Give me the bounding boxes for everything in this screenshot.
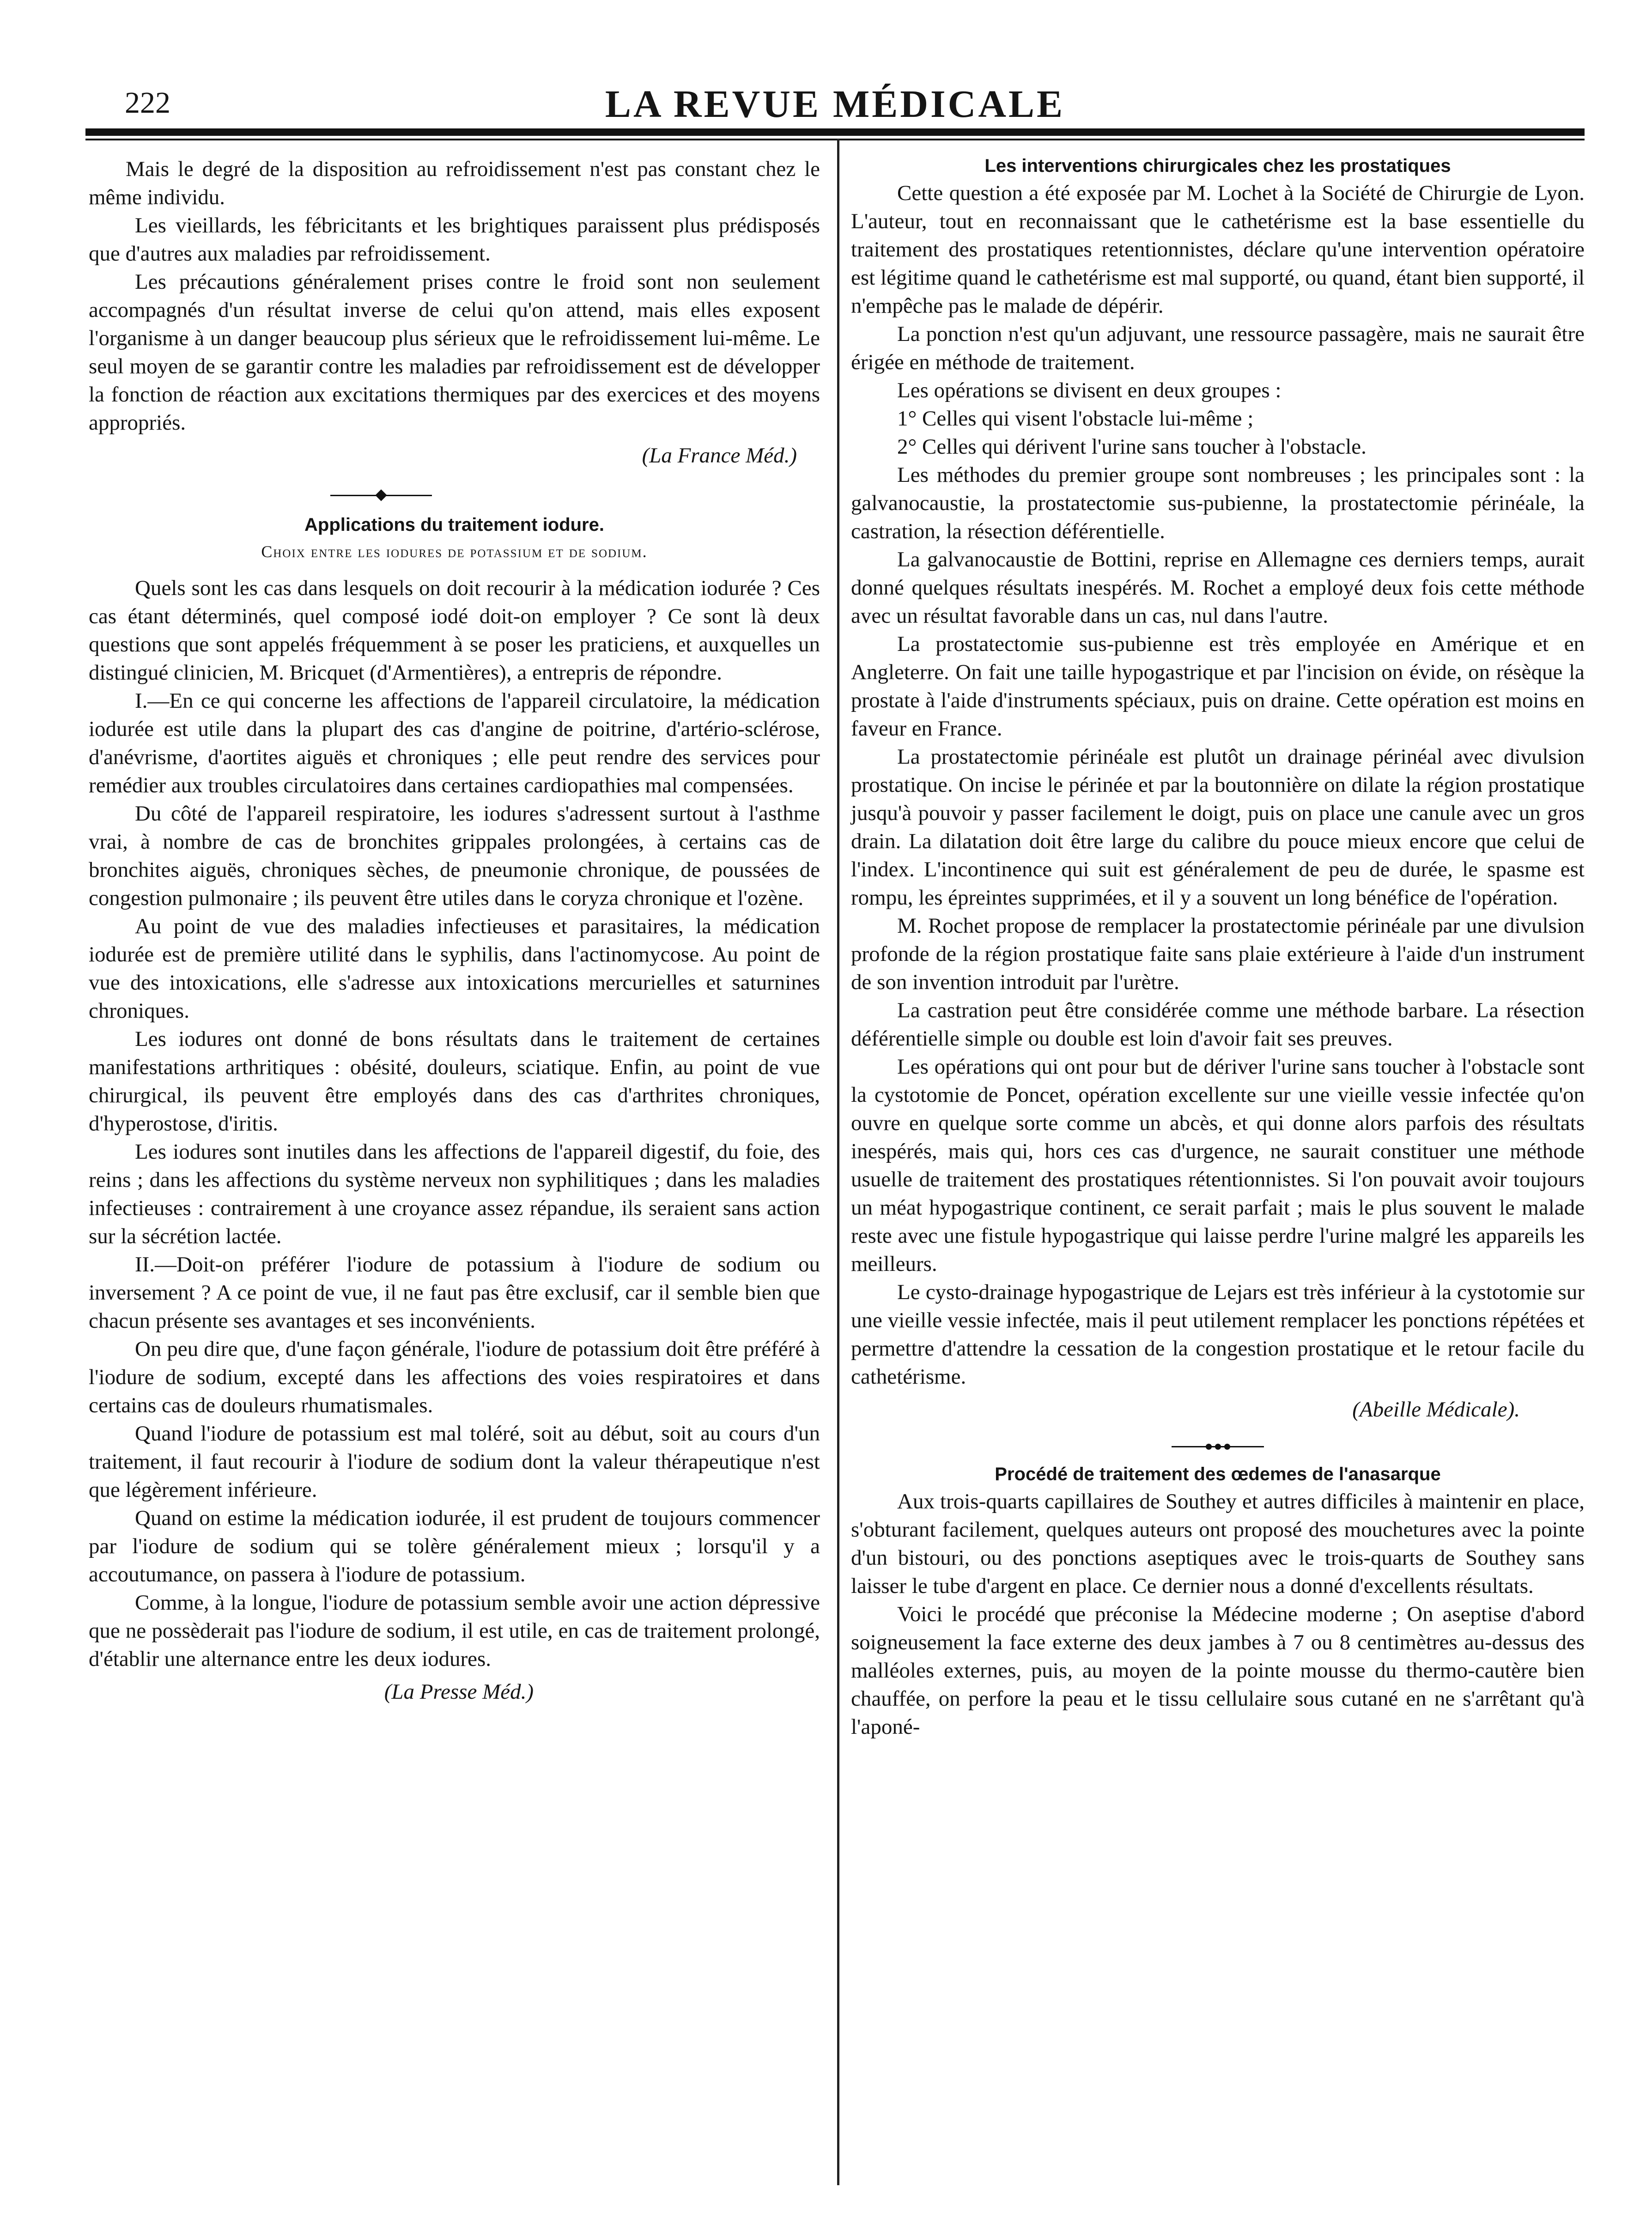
right-column — [851, 155, 1585, 1741]
paragraph: Voici le procédé que préconise la Médecine moderne ; On aseptise d'abord soigneusement la face externe des deux jambes à 7 ou 8 centimètres au-dessus des malléoles externes, puis, au moyen de la pointe mousse du thermo-cautère bien chauffée, on perfore la peau et le tissu cellulaire sous cutané en ne s'arrêtant qu'à l'aponé- — [851, 1602, 1585, 1739]
article-title: Procédé de traitement des œdemes de l'anasarque — [995, 1464, 1441, 1484]
section-divider — [89, 479, 820, 511]
paragraph: Les vieillards, les fébricitants et les brightiques paraissent plus prédisposés que d'autres aux maladies par refroidissement. — [89, 213, 820, 266]
paragraph: La prostatectomie périnéale est plutôt un drainage périnéal avec divulsion prostatique. On incise le périnée et par la boutonnière on dilate la région prostatique jusqu'à pouvoir y passer facilement le doigt, puis on place une canule avec un gros drain. La dilatation doit être large du calibre du pouce mieux encore que celui de l'index. L'incontinence qui suit est généralement de peu de durée, le spasme est rompu, les épreintes supprimées, et il y a souvent un long bénéfice de l'opération. — [851, 745, 1585, 910]
paragraph: La castration peut être considérée comme une méthode barbare. La résection déférentielle simple ou double est loin d'avoir fait ses preuves. — [851, 998, 1585, 1051]
journal-title: LA REVUE MÉDICALE — [605, 83, 1065, 126]
divider-dot — [1206, 1444, 1212, 1450]
paragraph: La prostatectomie sus-pubienne est très employée en Amérique et en Angleterre. On fait une taille hypogastrique et par l'incision on évide, on résèque la prostate à l'aide d'instruments spéciaux, puis on draine. Cette opération est moins en faveur en France. — [851, 632, 1585, 741]
left-column — [89, 155, 820, 1715]
section-divider — [851, 1433, 1585, 1461]
header-rule-thick — [85, 128, 1585, 136]
source-citation: (Abeille Médicale). — [1352, 1398, 1520, 1422]
paragraph: Comme, à la longue, l'iodure de potassium semble avoir une action dépressive que ne possèderait pas l'iodure de sodium, il est utile, en cas de traitement prolongé, d'établir une alternance entre les deux iodures. — [89, 1591, 820, 1671]
paragraph: Au point de vue des maladies infectieuses et parasitaires, la médication iodurée est de première utilité dans le syphilis, dans l'actinomycose. Au point de vue des intoxications, elle s'adresse aux intoxications mercurielles et saturnines chroniques. — [89, 914, 820, 1023]
paragraph: Les méthodes du premier groupe sont nombreuses ; les principales sont : la galvanocaustie, la prostatectomie sus-pubienne, la prostatectomie périnéale, la castration, la résection déférentielle. — [851, 463, 1585, 543]
article-title: Les interventions chirurgicales chez les prostatiques — [984, 156, 1451, 176]
divider-ornament — [375, 489, 387, 501]
paragraph: Le cysto-drainage hypogastrique de Lejars est très inférieur à la cystotomie sur une vieille vessie infectée, mais il peut utilement remplacer les ponctions répétées et permettre d'attendre la cessation de la congestion prostatique et le retour facile du cathetérisme. — [851, 1280, 1585, 1389]
divider-dot — [1224, 1444, 1230, 1450]
paragraph: Aux trois-quarts capillaires de Southey et autres difficiles à maintenir en place, s'obturant facilement, quelques auteurs ont proposé des mouchetures avec la pointe d'un bistouri, ou des ponctions aseptiques avec le trois-quarts de Southey sans laisser le tube d'argent en place. Ce dernier nous a donné d'excellents résultats. — [851, 1489, 1585, 1598]
paragraph: On peu dire que, d'une façon générale, l'iodure de potassium doit être préféré à l'iodure de sodium, excepté dans les affections des voies respiratoires et dans certains cas de douleurs rhumatismales. — [89, 1337, 820, 1417]
paragraph: Quels sont les cas dans lesquels on doit recourir à la médication iodurée ? Ces cas étant déterminés, quel composé iodé doit-on employer ? Ce sont là deux questions que sont appelés fréquemment à se poser les praticiens, et auxquelles un distingué clinicien, M. Bricquet (d'Armentières), a entrepris de répondre. — [89, 576, 820, 685]
article-subtitle: Choix entre les iodures de potassium et de sodium. — [261, 542, 648, 561]
paragraph: Quand on estime la médication iodurée, il est prudent de toujours commencer par l'iodure de sodium qui se tolère généralement mieux ; lorsqu'il y a accoutumance, on passera à l'iodure de potassium. — [89, 1506, 820, 1586]
paragraph: Du côté de l'appareil respiratoire, les iodures s'adressent surtout à l'asthme vrai, à nombre de cas de bronchites grippales prolongées, à certains cas de bronchites aiguës, chroniques sèches, de pneumonie chronique, de poussées de congestion pulmonaire ; ils peuvent être utiles dans le coryza chronique et l'ozène. — [89, 802, 820, 910]
source-citation: (La Presse Méd.) — [384, 1680, 534, 1704]
paragraph: Mais le degré de la disposition au refroidissement n'est pas constant chez le même individu. — [89, 157, 820, 209]
paragraph: M. Rochet propose de remplacer la prostatectomie périnéale par une divulsion profonde de la région prostatique faite sans plaie extérieure à l'aide d'un instrument de son invention introduit par l'urètre. — [851, 914, 1585, 994]
list-item: 2° Celles qui dérivent l'urine sans toucher à l'obstacle. — [897, 435, 1367, 459]
paragraph: Les iodures ont donné de bons résultats dans le traitement de certaines manifestations arthritiques : obésité, douleurs, sciatique. Enfin, au point de vue chirurgical, ils peuvent être employés dans des cas d'arthrites chroniques, d'hyperostose, d'iritis. — [89, 1027, 820, 1136]
paragraph: Les opérations se divisent en deux groupes : — [897, 378, 1282, 402]
article-title: Applications du traitement iodure. — [304, 515, 604, 535]
page-number: 222 — [125, 86, 170, 120]
page-header — [85, 76, 1585, 132]
paragraph: Les iodures sont inutiles dans les affections de l'appareil digestif, du foie, des reins ; dans les affections du système nerveux non syphilitiques ; dans les maladies infectieuses : contrairement à une croyance assez répandue, ils seraient sans action sur la sécrétion lactée. — [89, 1140, 820, 1248]
paragraph: La ponction n'est qu'un adjuvant, une ressource passagère, mais ne saurait être érigée en méthode de traitement. — [851, 322, 1585, 374]
paragraph: Les précautions généralement prises contre le froid sont non seulement accompagnés d'un résultat inverse de celui qu'on attend, mais elles exposent l'organisme à un danger beaucoup plus sérieux que le refroidissement lui-même. Le seul moyen de se garantir contre les maladies par refroidissement est de développer la fonction de réaction aux excitations thermiques par des exercices et des moyens appropriés. — [89, 270, 820, 435]
source-citation: (La France Méd.) — [642, 444, 797, 468]
paragraph: II.—Doit-on préférer l'iodure de potassium à l'iodure de sodium ou inversement ? A ce point de vue, il ne faut pas être exclusif, car il semble bien que chacun présente ses avantages et ses inconvénients. — [89, 1252, 820, 1333]
list-item: 1° Celles qui visent l'obstacle lui-même ; — [897, 407, 1254, 431]
header-rule-thin — [85, 139, 1585, 140]
paragraph: Les opérations qui ont pour but de dériver l'urine sans toucher à l'obstacle sont la cystotomie de Poncet, opération excellente sur une vieille vessie infectée qu'on ouvre en quelque sorte comme un abcès, et qui donne alors parfois des résultats inespérés, mais qui, hors ces cas d'urgence, ne saurait constituer une méthode usuelle de traitement des prostatiques rétentionnistes. Si l'on pouvait avoir toujours un méat hypogastrique continent, ce serait parfait ; mais le plus souvent le malade reste avec une fistule hypogastrique qui laisse perdre l'urine malgré les appareils les meilleurs. — [851, 1055, 1585, 1276]
paragraph: Quand l'iodure de potassium est mal toléré, soit au début, soit au cours d'un traitement, il faut recourir à l'iodure de sodium dont la valeur thérapeutique n'est que légèrement inférieure. — [89, 1422, 820, 1502]
paragraph: I.—En ce qui concerne les affections de l'appareil circulatoire, la médication iodurée est utile dans la plupart des cas d'angine de poitrine, d'artério-sclérose, d'anévrisme, d'aortites aiguës et chroniques ; elle peut rendre des services pour remédier aux troubles circulatoires dans certaines cardiopathies mal compensées. — [89, 689, 820, 797]
divider-dot — [1215, 1444, 1221, 1450]
paragraph: La galvanocaustie de Bottini, reprise en Allemagne ces derniers temps, aurait donné quelques résultats inespérés. M. Rochet a employé deux fois cette méthode avec un résultat favorable dans un cas, nul dans l'autre. — [851, 547, 1585, 628]
paragraph: Cette question a été exposée par M. Lochet à la Société de Chirurgie de Lyon. L'auteur, tout en reconnaissant que le cathetérisme est la base essentielle du traitement des prostatiques retentionnistes, déclare qu'une intervention opératoire est légitime quand le cathetérisme est mal supporté, ou quand, étant bien supporté, il n'empêche pas le malade de dépérir. — [851, 181, 1585, 318]
column-separator — [837, 139, 839, 2185]
